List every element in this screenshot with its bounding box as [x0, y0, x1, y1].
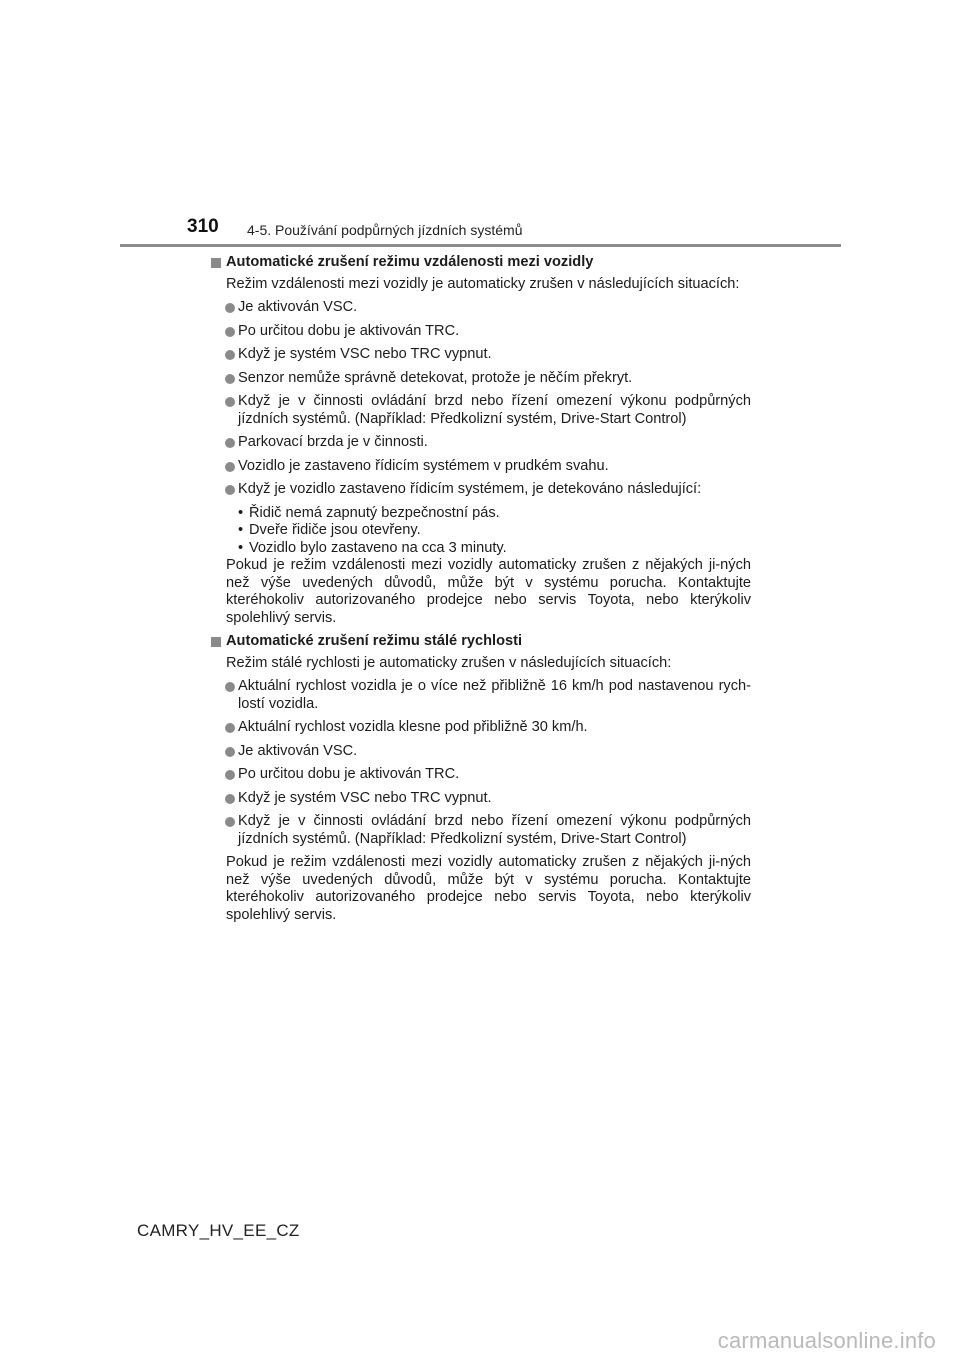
list-item — [211, 458, 751, 476]
circle-bullet-icon — [225, 682, 235, 692]
list-item — [211, 299, 751, 317]
list-item — [211, 790, 751, 808]
circle-bullet-icon — [225, 723, 235, 733]
watermark: carmanualsonline.info — [717, 1328, 936, 1353]
list-item — [211, 719, 751, 737]
sub-list-item-text: Dveře řidiče jsou otevřeny. — [249, 522, 421, 538]
section-heading — [211, 254, 751, 272]
list-item — [211, 370, 751, 388]
list-item — [211, 434, 751, 452]
list-item — [211, 346, 751, 364]
list-item-text: Po určitou dobu je aktivován TRC. — [238, 766, 460, 782]
list-item — [211, 743, 751, 761]
circle-bullet-icon — [225, 327, 235, 337]
list-item — [211, 766, 751, 784]
list-item-text: Když je v činnosti ovládání brzd nebo řízení omezení výkonu podpůrných jízdních systémů. (Například: Předkolizní systém, Drive-Start Control) — [238, 393, 751, 427]
circle-bullet-icon — [225, 397, 235, 407]
list-item-text: Je aktivován VSC. — [238, 299, 358, 315]
square-bullet-icon — [211, 637, 221, 647]
circle-bullet-icon — [225, 303, 235, 313]
circle-bullet-icon — [225, 350, 235, 360]
sub-list-item-text: Řidič nemá zapnutý bezpečnostní pás. — [249, 504, 500, 521]
header-rule — [120, 244, 841, 247]
circle-bullet-icon — [225, 485, 235, 495]
square-bullet-icon — [211, 258, 221, 268]
circle-bullet-icon — [225, 438, 235, 448]
chapter-title: 4-5. Používání podpůrných jízdních systémů — [247, 222, 523, 238]
sub-list-item — [211, 505, 751, 523]
circle-bullet-icon — [225, 817, 235, 827]
list-item-text: Když je vozidlo zastaveno řídicím systémem, je detekováno následující: — [238, 481, 702, 497]
circle-bullet-icon — [225, 462, 235, 472]
list-item-text: Když je v činnosti ovládání brzd nebo řízení omezení výkonu podpůrných jízdních systémů. (Například: Předkolizní systém, Drive-Start Control) — [238, 813, 751, 847]
document-code: CAMRY_HV_EE_CZ — [137, 1221, 300, 1240]
list-item — [211, 678, 751, 713]
small-dot-icon: • — [238, 504, 244, 521]
small-dot-icon: • — [238, 539, 244, 556]
sub-list-item — [211, 540, 751, 558]
section-intro: Režim stálé rychlosti je automaticky zrušen v následujících situacích: — [226, 654, 672, 671]
list-item-text: Když je systém VSC nebo TRC vypnut. — [238, 346, 492, 362]
list-item-text: Senzor nemůže správně detekovat, protože je něčím překryt. — [238, 369, 633, 386]
list-item-text: Aktuální rychlost vozidla je o více než přibližně 16 km/h pod nastavenou rych-lostí vozidla. — [238, 678, 751, 712]
section-note: Pokud je režim vzdálenosti mezi vozidly automaticky zrušen z nějakých ji-ných než výše uvedených důvodů, může být v systému porucha. Kontaktujte kteréhokoliv autorizovaného prodejce nebo servis Toyota, nebo kterýkoliv spolehlivý servis. — [226, 557, 751, 626]
section-heading-text: Automatické zrušení režimu vzdálenosti mezi vozidly — [226, 254, 594, 270]
section-heading-text: Automatické zrušení režimu stálé rychlosti — [226, 633, 523, 649]
sub-list — [211, 505, 751, 558]
circle-bullet-icon — [225, 794, 235, 804]
list-item-text: Vozidlo je zastaveno řídicím systémem v prudkém svahu. — [238, 457, 609, 474]
circle-bullet-icon — [225, 747, 235, 757]
list-item — [211, 393, 751, 428]
list-item-text: Je aktivován VSC. — [238, 742, 358, 759]
list-item-text: Po určitou dobu je aktivován TRC. — [238, 322, 460, 339]
section-heading — [211, 633, 751, 651]
list-item — [211, 481, 751, 499]
circle-bullet-icon — [225, 770, 235, 780]
list-item-text: Parkovací brzda je v činnosti. — [238, 434, 428, 450]
list-item-text: Aktuální rychlost vozidla klesne pod přibližně 30 km/h. — [238, 719, 588, 735]
section-intro: Režim vzdálenosti mezi vozidly je automaticky zrušen v následujících situacích: — [226, 275, 740, 292]
section-note: Pokud je režim vzdálenosti mezi vozidly automaticky zrušen z nějakých ji-ných než výše uvedených důvodů, může být v systému porucha. Kontaktujte kteréhokoliv autorizovaného prodejce nebo servis Toyota, nebo kterýkoliv spolehlivý servis. — [226, 854, 751, 923]
list-item — [211, 813, 751, 848]
sub-list-item-text: Vozidlo bylo zastaveno na cca 3 minuty. — [249, 539, 507, 556]
small-dot-icon: • — [238, 522, 244, 538]
list-item-text: Když je systém VSC nebo TRC vypnut. — [238, 789, 492, 806]
circle-bullet-icon — [225, 374, 235, 384]
page-content — [211, 254, 751, 930]
page-number: 310 — [187, 216, 219, 237]
list-item — [211, 323, 751, 341]
page-header — [0, 0, 960, 250]
sub-list-item — [211, 522, 751, 540]
